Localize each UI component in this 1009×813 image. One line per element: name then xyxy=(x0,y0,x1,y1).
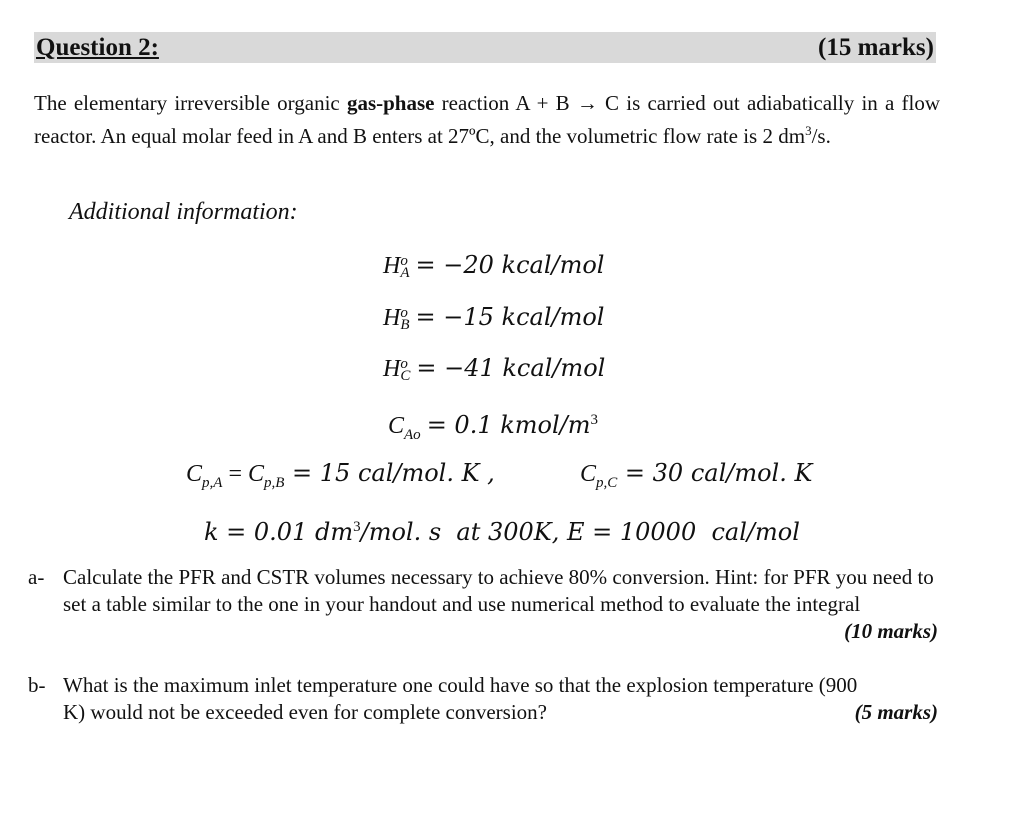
equation-cao xyxy=(388,405,598,450)
eq-cp-eq1: = xyxy=(222,461,248,487)
eq-hc-sup: o xyxy=(400,356,408,373)
equation-ha xyxy=(383,250,604,281)
eq-k-part1: k = 0.01 dm xyxy=(204,518,354,546)
eq-ha-sup: o xyxy=(400,253,408,270)
eq-ha-lhs: H xyxy=(383,253,401,279)
problem-statement xyxy=(34,90,940,150)
equation-hc xyxy=(383,353,605,384)
eq-cpb-sub: p,B xyxy=(264,474,285,491)
question-b xyxy=(28,672,938,728)
eq-hb-lhs: H xyxy=(383,305,401,331)
intro-text-3: /s. xyxy=(811,124,831,148)
question-b-text: What is the maximum inlet temperature one could have so that the explosion temperature (900 K) would not be exceeded even for complete conversion? xyxy=(63,673,858,724)
question-a xyxy=(28,564,938,646)
question-b-marks: (5 marks) xyxy=(854,700,938,724)
question-a-text: Calculate the PFR and CSTR volumes necessary to achieve 80% conversion. Hint: for PFR you need to set a table similar to the one in your handout and use numerical method to evaluate the integral xyxy=(63,565,934,616)
question-marks: (15 marks) xyxy=(818,34,934,61)
eq-hc-rhs: = −41 kcal/mol xyxy=(416,354,606,382)
question-header xyxy=(34,32,936,63)
eq-cao-sup: 3 xyxy=(590,412,598,428)
equation-cpc xyxy=(580,458,812,498)
eq-cpb: C xyxy=(247,461,264,487)
equation-cp xyxy=(186,458,495,498)
eq-cpc: C xyxy=(580,461,597,487)
intro-text-1: The elementary irreversible organic xyxy=(34,91,347,115)
eq-hc-lhs: H xyxy=(383,356,401,382)
intro-text-2: reaction A + B → C is carried out adiabatically in a flow reactor. An equal molar feed in A and B enters at 27ºC, and the volumetric flow rate is 2 dm xyxy=(34,91,940,148)
question-a-marks: (10 marks) xyxy=(844,619,938,643)
question-title: Question 2: xyxy=(36,34,159,61)
eq-cp-val1: = 15 cal/mol. K , xyxy=(284,459,495,487)
eq-cpc-sub: p,C xyxy=(596,474,618,491)
eq-ha-sub: A xyxy=(400,265,410,282)
eq-k-part2: /mol. s at 300K, E = 10000 cal/mol xyxy=(360,518,800,546)
eq-cpa: C xyxy=(186,461,203,487)
intro-sup: 3 xyxy=(805,123,812,138)
eq-hb-rhs: = −15 kcal/mol xyxy=(415,303,605,331)
eq-cao-lhs: C xyxy=(388,413,405,439)
eq-hb-sup: o xyxy=(400,305,408,322)
question-b-label: b- xyxy=(28,673,46,697)
intro-bold: gas-phase xyxy=(346,91,435,115)
additional-info-label: Additional information: xyxy=(69,199,298,225)
eq-ha-rhs: = −20 kcal/mol xyxy=(415,251,605,279)
eq-cpa-sub: p,A xyxy=(202,474,223,491)
eq-hb-sub: B xyxy=(400,317,410,334)
eq-hc-sub: C xyxy=(400,368,411,385)
eq-k-sup: 3 xyxy=(353,519,361,535)
eq-cp-val2: = 30 cal/mol. K xyxy=(617,459,813,487)
eq-cao-sub: Ao xyxy=(404,426,421,443)
equation-k xyxy=(204,512,800,548)
eq-cao-rhs: = 0.1 kmol/m xyxy=(426,411,591,439)
question-a-label: a- xyxy=(28,565,45,589)
equation-hb xyxy=(383,302,604,333)
